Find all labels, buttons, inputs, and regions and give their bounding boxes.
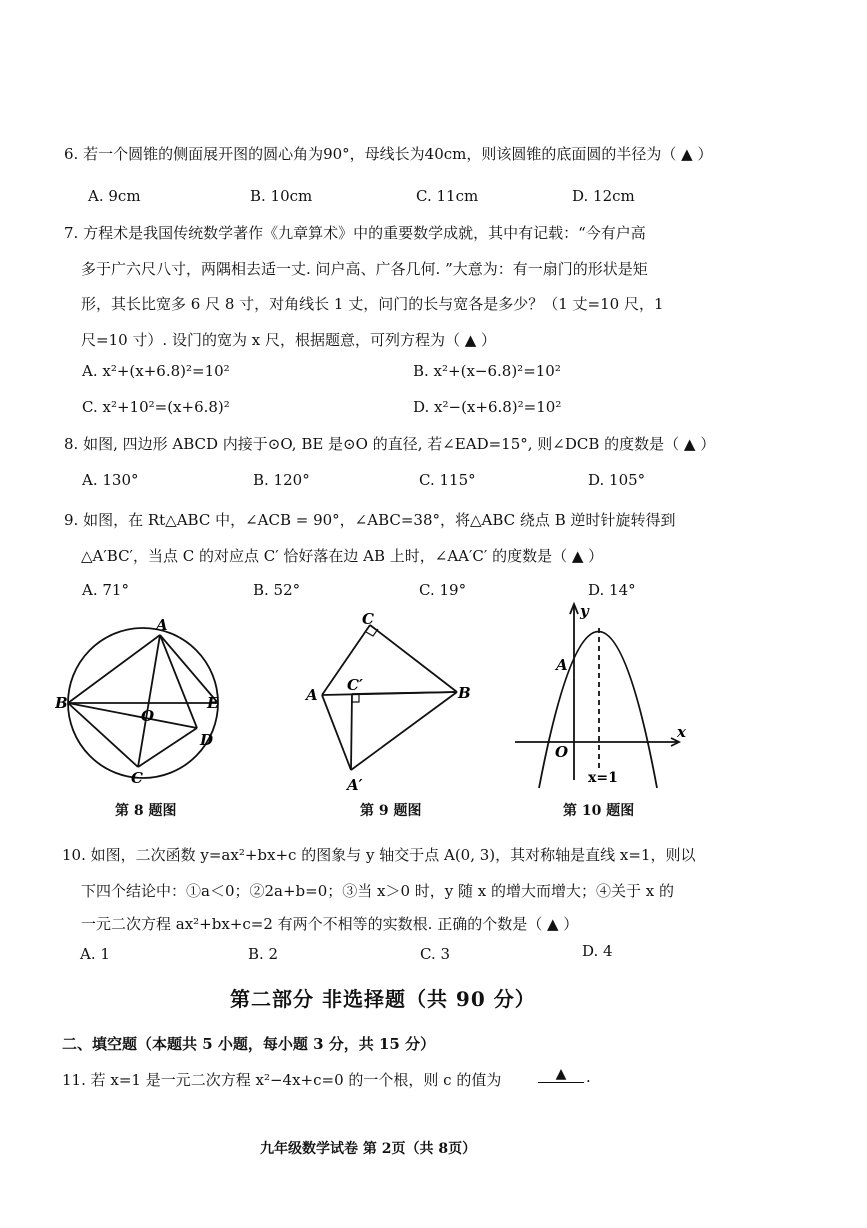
- fig8-label-c: C: [131, 769, 143, 787]
- page-footer: 九年级数学试卷 第 2页（共 8页）: [260, 1141, 477, 1157]
- fig8-label-b: B: [55, 694, 68, 712]
- q6-option-b: B. 10cm: [250, 187, 313, 205]
- q7-line3: 形，其长比宽多 6 尺 8 寸，对角线长 1 丈，问门的长与宽各是多少？（1 丈=10 尺，1: [81, 295, 664, 313]
- figure-10: [505, 600, 700, 795]
- fig10-caption: 第 10 题图: [563, 803, 635, 819]
- fig10-label-axis: x=1: [588, 770, 618, 786]
- fig10-label-o: O: [555, 743, 569, 761]
- q6-stem: 6. 若一个圆锥的侧面展开图的圆心角为90°，母线长为40cm，则该圆锥的底面圆的半径为（ ▲ ）: [64, 145, 713, 163]
- q7-option-c: C. x²+10²=(x+6.8)²: [82, 398, 230, 416]
- q10-option-b: B. 2: [248, 945, 279, 963]
- fig9-label-b: B: [458, 684, 471, 702]
- figure-9: [300, 610, 480, 795]
- q10-line1: 10. 如图，二次函数 y=ax²+bx+c 的图象与 y 轴交于点 A(0, 3)，其对称轴是直线 x=1，则以: [62, 846, 696, 864]
- fig8-label-d: D: [200, 731, 214, 749]
- q8-option-d: D. 105°: [588, 471, 646, 489]
- fig9-label-c: C: [362, 610, 374, 628]
- q6-option-c: C. 11cm: [416, 187, 479, 205]
- fig9-label-a: A: [306, 686, 318, 704]
- q7-option-a: A. x²+(x+6.8)²=10²: [82, 362, 230, 380]
- fig10-parabola: [539, 632, 657, 789]
- q10-line2: 下四个结论中：①a＜0；②2a+b=0；③当 x＞0 时，y 随 x 的增大而增大；④关于 x 的: [81, 882, 675, 900]
- figure-8: [55, 615, 235, 800]
- q11-period: .: [586, 1068, 591, 1086]
- q9-option-d: D. 14°: [588, 581, 636, 599]
- q6-option-d: D. 12cm: [572, 187, 635, 205]
- q7-line1: 7. 方程术是我国传统数学著作《九章算术》中的重要数学成就，其中有记载：“今有户高: [64, 224, 646, 242]
- q7-option-b: B. x²+(x−6.8)²=10²: [413, 362, 561, 380]
- q7-line2: 多于广六尺八寸，两隅相去适一丈. 问户高、广各几何. ”大意为：有一扇门的形状是矩: [81, 260, 648, 278]
- fig9-caption: 第 9 题图: [360, 803, 422, 819]
- q8-option-b: B. 120°: [253, 471, 310, 489]
- fig10-label-x: x: [677, 723, 686, 741]
- fig8-caption: 第 8 题图: [115, 803, 177, 819]
- q9-line1: 9. 如图，在 Rt△ABC 中，∠ACB = 90°，∠ABC=38°，将△ABC 绕点 B 逆时针旋转得到: [64, 511, 676, 529]
- fig8-label-e: E: [207, 694, 219, 712]
- q11-answer-blank: ▲: [538, 1066, 584, 1083]
- q9-line2: △A′BC′，当点 C 的对应点 C′ 恰好落在边 AB 上时，∠AA′C′ 的度数是（ ▲ ）: [81, 547, 604, 565]
- part2-title: 第二部分 非选择题（共 90 分）: [230, 987, 536, 1011]
- q7-line4: 尺=10 寸）. 设门的宽为 x 尺，根据题意，可列方程为（ ▲ ）: [81, 331, 497, 349]
- section-fill-in-heading: 二、填空题（本题共 5 小题，每小题 3 分，共 15 分）: [62, 1035, 436, 1053]
- q9-option-a: A. 71°: [82, 581, 129, 599]
- q10-option-a: A. 1: [80, 945, 110, 963]
- q9-option-c: C. 19°: [419, 581, 467, 599]
- q6-option-a: A. 9cm: [88, 187, 141, 205]
- fig8-label-o: O: [141, 707, 155, 725]
- q10-line3: 一元二次方程 ax²+bx+c=2 有两个不相等的实数根. 正确的个数是（ ▲ ）: [81, 915, 579, 933]
- fig10-label-a: A: [556, 656, 568, 674]
- q8-option-a: A. 130°: [82, 471, 139, 489]
- q10-option-d: D. 4: [582, 942, 613, 960]
- fig9-label-c-prime: C′: [347, 676, 363, 694]
- q10-option-c: C. 3: [420, 945, 451, 963]
- fig8-segment-ba: [68, 635, 160, 703]
- fig8-label-a: A: [156, 616, 168, 634]
- fig9-label-a-prime: A′: [347, 776, 363, 794]
- q8-stem: 8. 如图, 四边形 ABCD 内接于⊙O, BE 是⊙O 的直径, 若∠EAD=15°, 则∠DCB 的度数是（ ▲ ）: [64, 435, 716, 453]
- q11-stem: 11. 若 x=1 是一元二次方程 x²−4x+c=0 的一个根，则 c 的值为: [62, 1071, 502, 1089]
- fig10-label-y: y: [580, 602, 589, 620]
- q9-option-b: B. 52°: [253, 581, 301, 599]
- q8-option-c: C. 115°: [419, 471, 476, 489]
- q7-option-d: D. x²−(x+6.8)²=10²: [413, 398, 562, 416]
